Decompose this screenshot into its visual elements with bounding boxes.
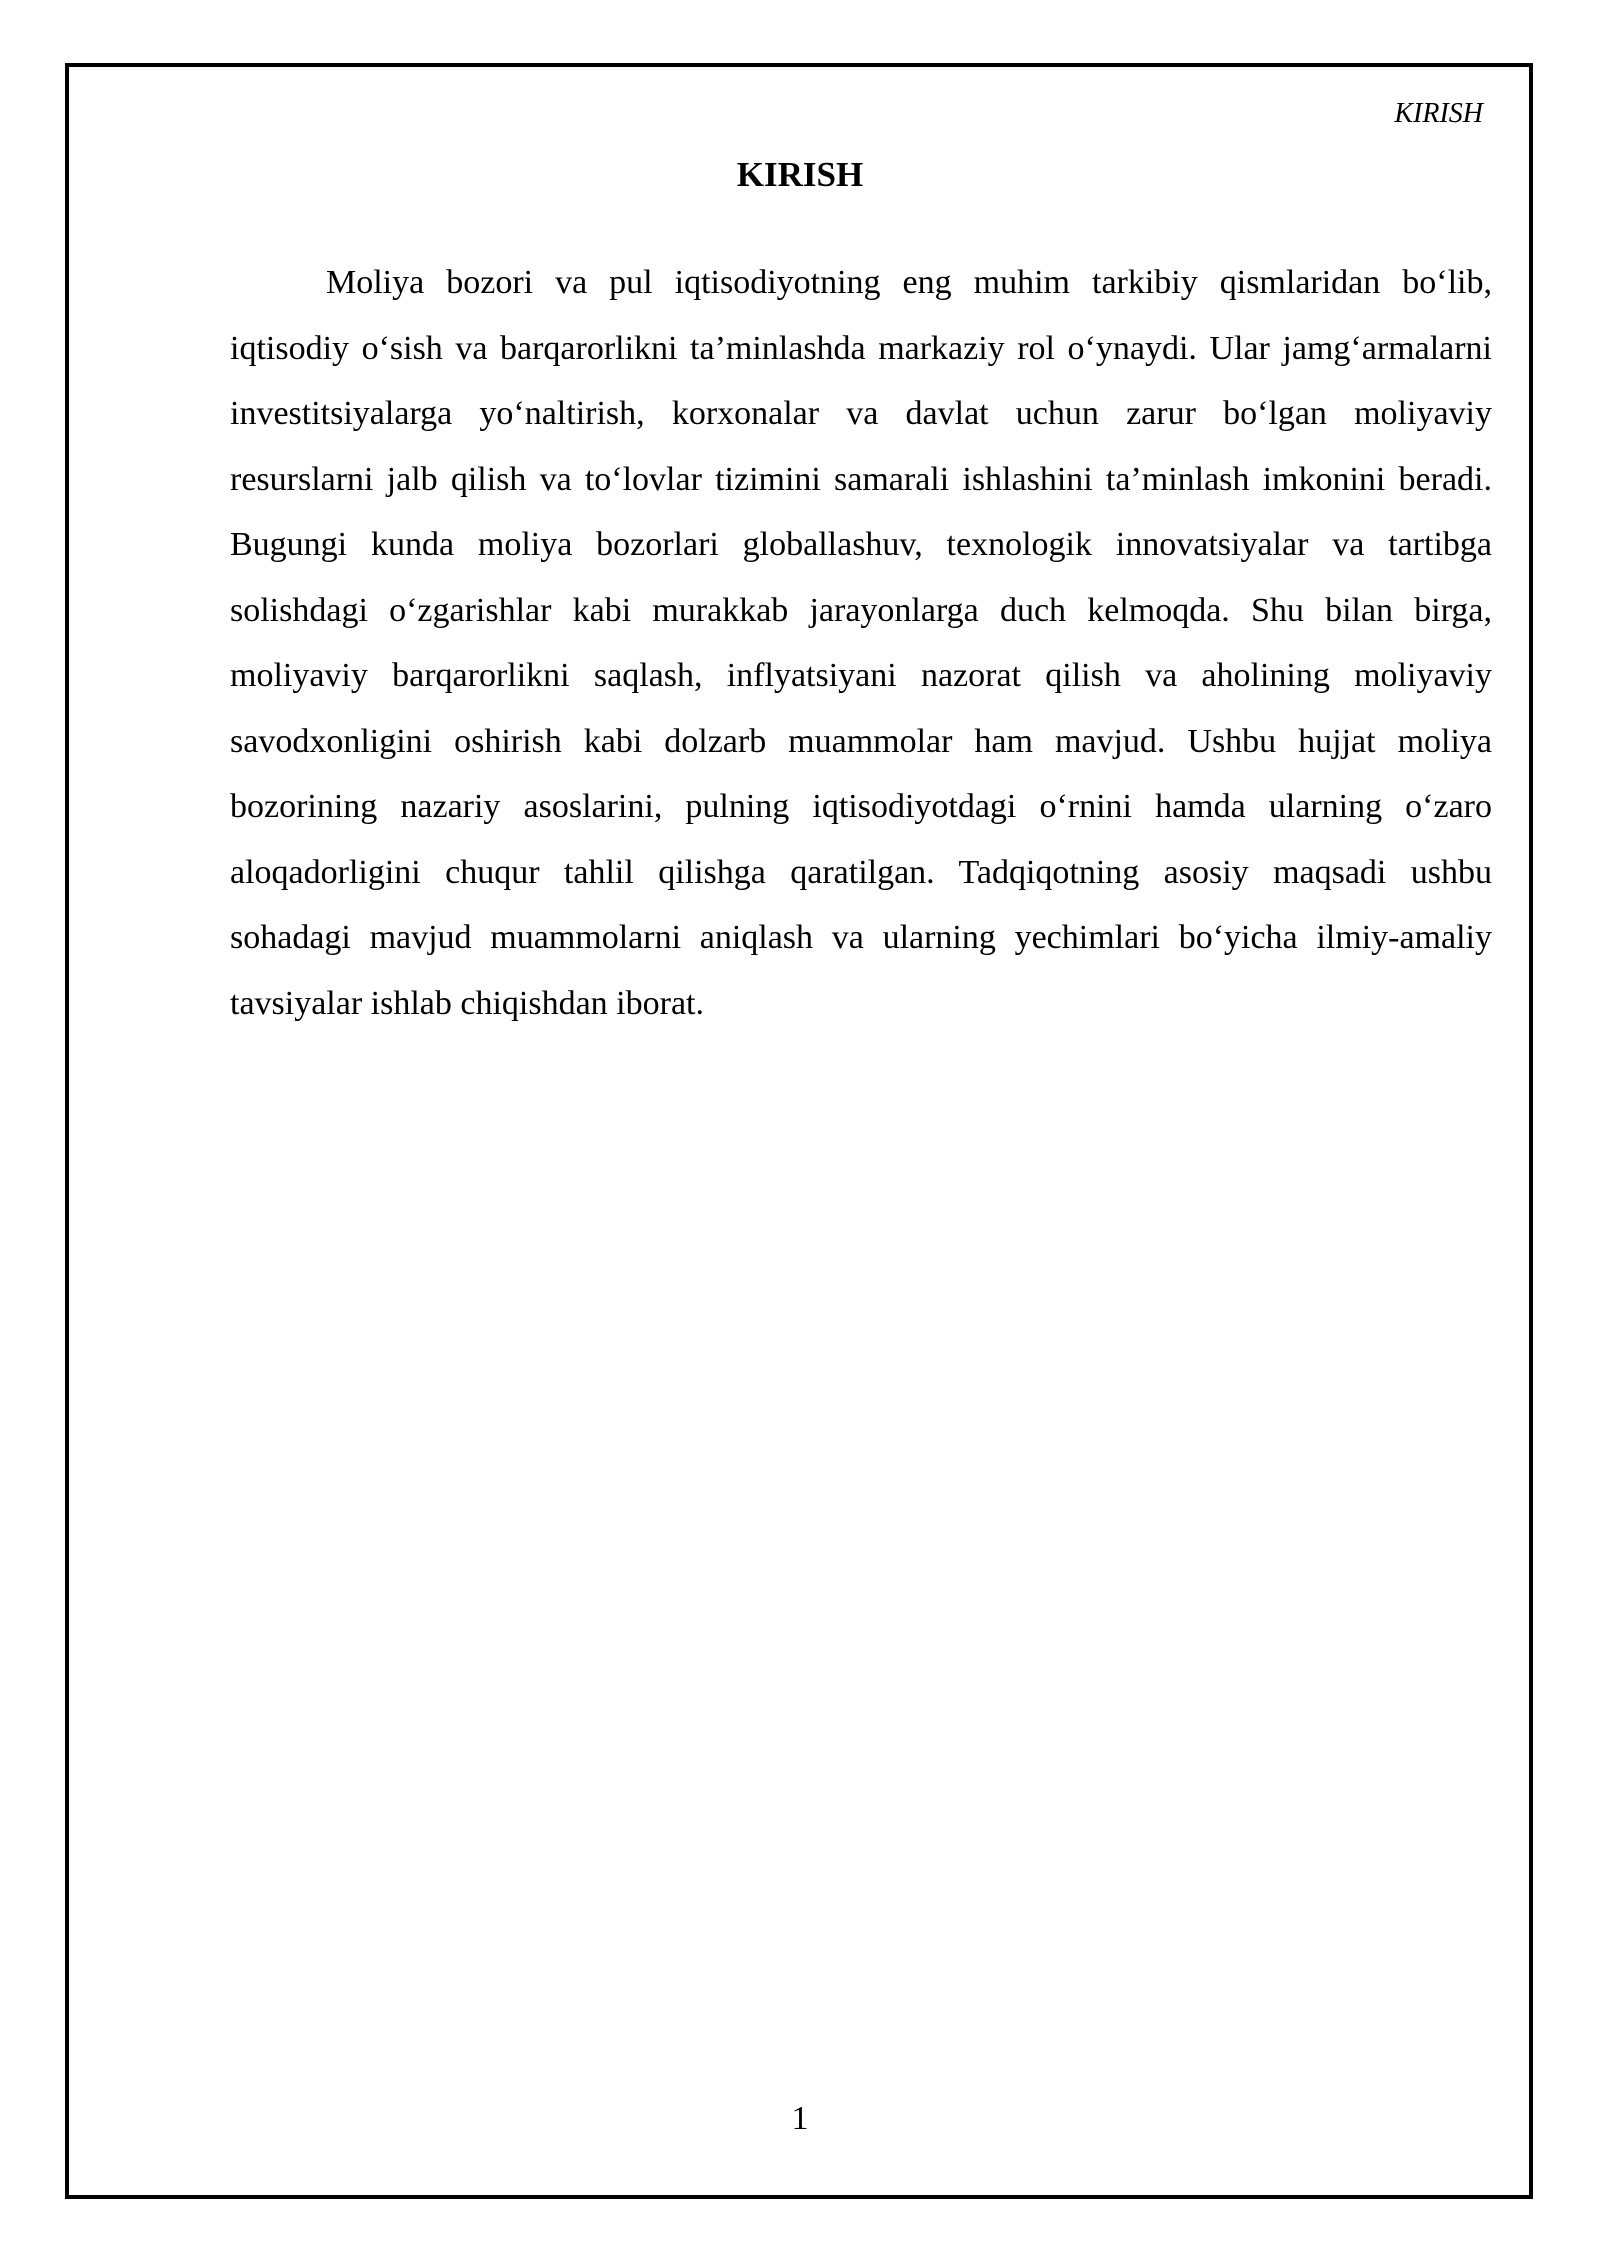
running-header: KIRISH [1394, 98, 1483, 129]
body-paragraph: Moliya bozori va pul iqtisodiyotning eng muhim tarkibiy qismlaridan bo‘lib, iqtisodiy o‘sish va barqarorlikni ta’minlashda markaziy rol o‘ynaydi. Ular jamg‘armalarni investitsiyalarga yo‘naltirish, korxonalar va davlat uchun zarur bo‘lgan moliyaviy resurslarni jalb qilish va to‘lovlar tizimini samarali ishlashini ta’minlash imkonini beradi. Bugungi kunda moliya bozorlari globallashuv, texnologik innovatsiyalar va tartibga solishdagi o‘zgarishlar kabi murakkab jarayonlarga duch kelmoqda. Shu bilan birga, moliyaviy barqarorlikni saqlash, inflyatsiyani nazorat qilish va aholining moliyaviy savodxonligini oshirish kabi dolzarb muammolar ham mavjud. Ushbu hujjat moliya bozorining nazariy asoslarini, pulning iqtisodiyotdagi o‘rnini hamda ularning o‘zaro aloqadorligini chuqur tahlil qilishga qaratilgan. Tadqiqotning asosiy maqsadi ushbu sohadagi mavjud muammolarni aniqlash va ularning yechimlari bo‘yicha ilmiy-amaliy tavsiyalar ishlab chiqishdan iborat. [230, 264, 1492, 1022]
page-number: 1 [791, 2100, 809, 2137]
chapter-title: KIRISH [736, 155, 864, 194]
